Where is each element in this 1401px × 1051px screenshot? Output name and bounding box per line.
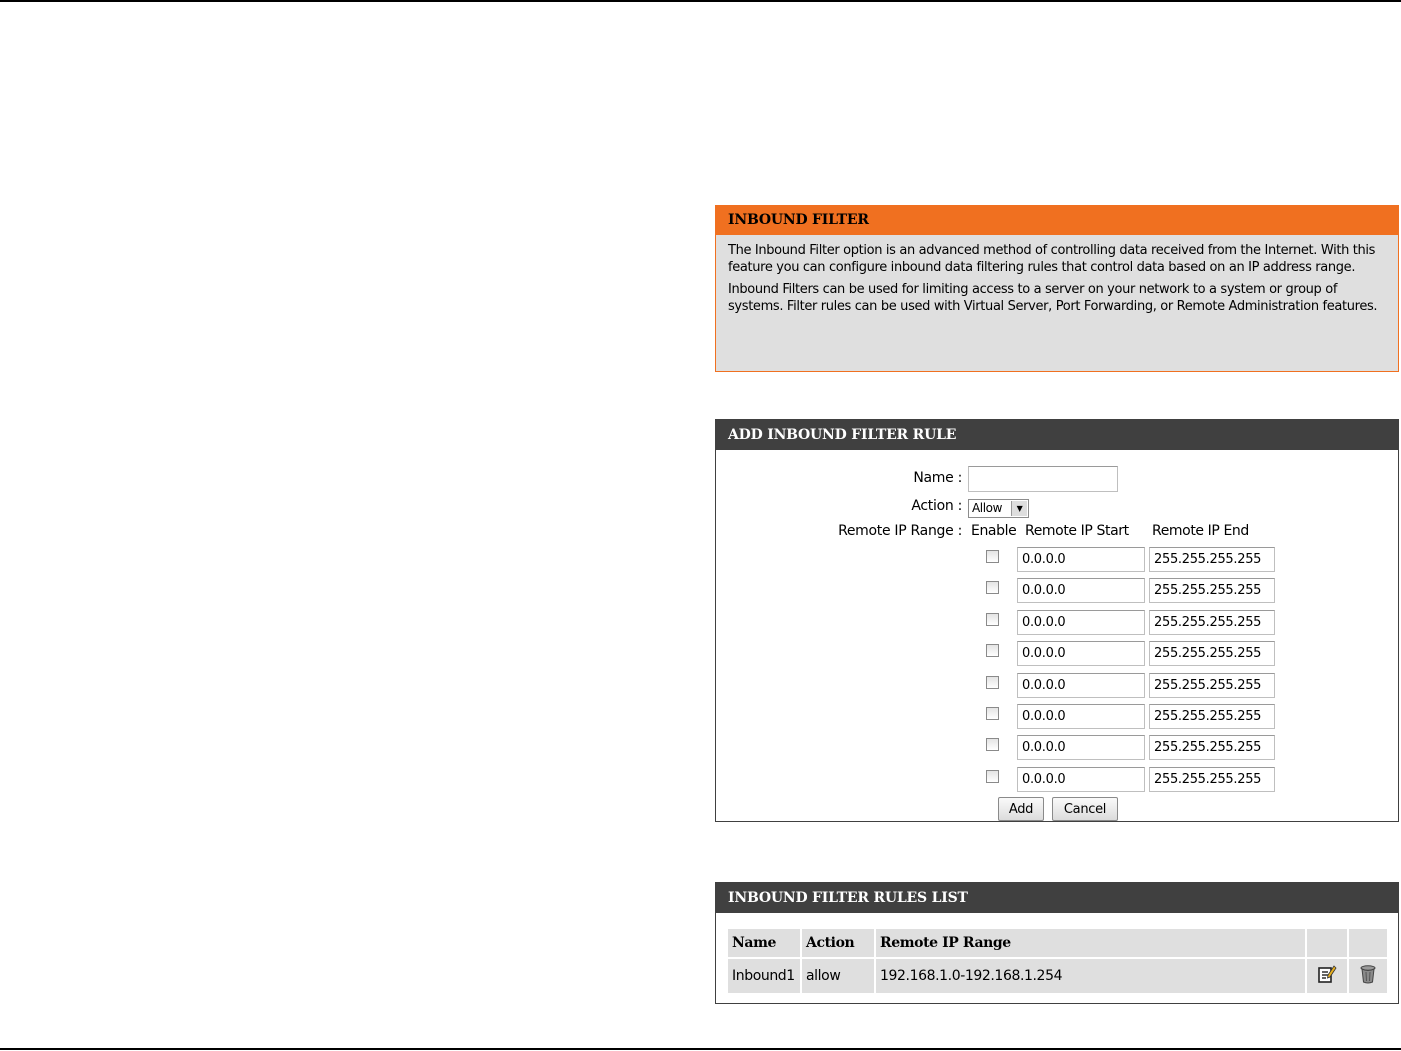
enable-column-header: Enable (971, 523, 1017, 539)
remote-ip-range-column-header: Remote IP Range (876, 929, 1305, 957)
remote-ip-start-input[interactable] (1017, 767, 1145, 792)
remote-ip-end-column-header: Remote IP End (1152, 523, 1249, 539)
enable-checkbox[interactable] (986, 676, 999, 689)
remote-ip-start-column-header: Remote IP Start (1025, 523, 1129, 539)
inbound-filter-info-panel (715, 205, 1399, 372)
enable-checkbox[interactable] (986, 644, 999, 657)
panel-title: INBOUND FILTER (716, 206, 1398, 235)
rule-action: allow (802, 959, 874, 993)
remote-ip-start-input[interactable] (1017, 610, 1145, 635)
rule-ip-range: 192.168.1.0-192.168.1.254 (876, 959, 1305, 993)
remote-ip-start-input[interactable] (1017, 547, 1145, 572)
rule-name: Inbound1 (728, 959, 800, 993)
remote-ip-end-input[interactable] (1149, 735, 1275, 760)
remote-ip-end-input[interactable] (1149, 547, 1275, 572)
trash-icon[interactable] (1359, 964, 1377, 988)
remote-ip-end-input[interactable] (1149, 641, 1275, 666)
intro-paragraph-2: Inbound Filters can be used for limiting access to a server on your network to a system or group of systems. Filter rules can be used with Virtual Server, Port Forwarding, or Remote Administration features. (728, 282, 1378, 314)
rules-table (726, 927, 1389, 995)
name-column-header: Name (728, 929, 800, 957)
remote-ip-start-input[interactable] (1017, 673, 1145, 698)
edit-cell (1307, 959, 1347, 993)
enable-checkbox[interactable] (986, 770, 999, 783)
intro-paragraph-1: The Inbound Filter option is an advanced method of controlling data received from the Internet. With this feature you can configure inbound data filtering rules that control data based on an IP address range. (728, 243, 1376, 275)
edit-icon[interactable] (1317, 964, 1337, 988)
add-inbound-filter-rule-panel (715, 419, 1399, 822)
remote-ip-start-input[interactable] (1017, 704, 1145, 729)
action-selected-value: Allow (972, 501, 1003, 515)
remote-ip-end-input[interactable] (1149, 610, 1275, 635)
remote-ip-end-input[interactable] (1149, 704, 1275, 729)
remote-ip-range-label: Remote IP Range : (838, 523, 962, 539)
table-header-row (728, 929, 1387, 957)
enable-checkbox[interactable] (986, 707, 999, 720)
name-input[interactable] (968, 466, 1118, 492)
remote-ip-end-input[interactable] (1149, 767, 1275, 792)
table-row (728, 959, 1387, 993)
add-button[interactable]: Add (998, 797, 1044, 821)
chevron-down-icon[interactable]: ▼ (1011, 501, 1027, 516)
enable-checkbox[interactable] (986, 581, 999, 594)
top-rule (0, 0, 1401, 2)
remote-ip-start-input[interactable] (1017, 641, 1145, 666)
remote-ip-end-input[interactable] (1149, 578, 1275, 603)
remote-ip-start-input[interactable] (1017, 578, 1145, 603)
action-select[interactable] (968, 499, 1029, 518)
panel-title: INBOUND FILTER RULES LIST (716, 883, 1398, 913)
inbound-filter-rules-list-panel (715, 882, 1399, 1004)
bottom-rule (0, 1048, 1401, 1050)
enable-checkbox[interactable] (986, 550, 999, 563)
remote-ip-start-input[interactable] (1017, 735, 1145, 760)
name-label: Name : (913, 470, 962, 486)
cancel-button[interactable]: Cancel (1052, 797, 1118, 821)
edit-column-header (1307, 929, 1347, 957)
enable-checkbox[interactable] (986, 738, 999, 751)
action-column-header: Action (802, 929, 874, 957)
panel-title: ADD INBOUND FILTER RULE (716, 420, 1398, 450)
enable-checkbox[interactable] (986, 613, 999, 626)
delete-column-header (1349, 929, 1387, 957)
remote-ip-end-input[interactable] (1149, 673, 1275, 698)
delete-cell (1349, 959, 1387, 993)
action-label: Action : (911, 498, 962, 514)
